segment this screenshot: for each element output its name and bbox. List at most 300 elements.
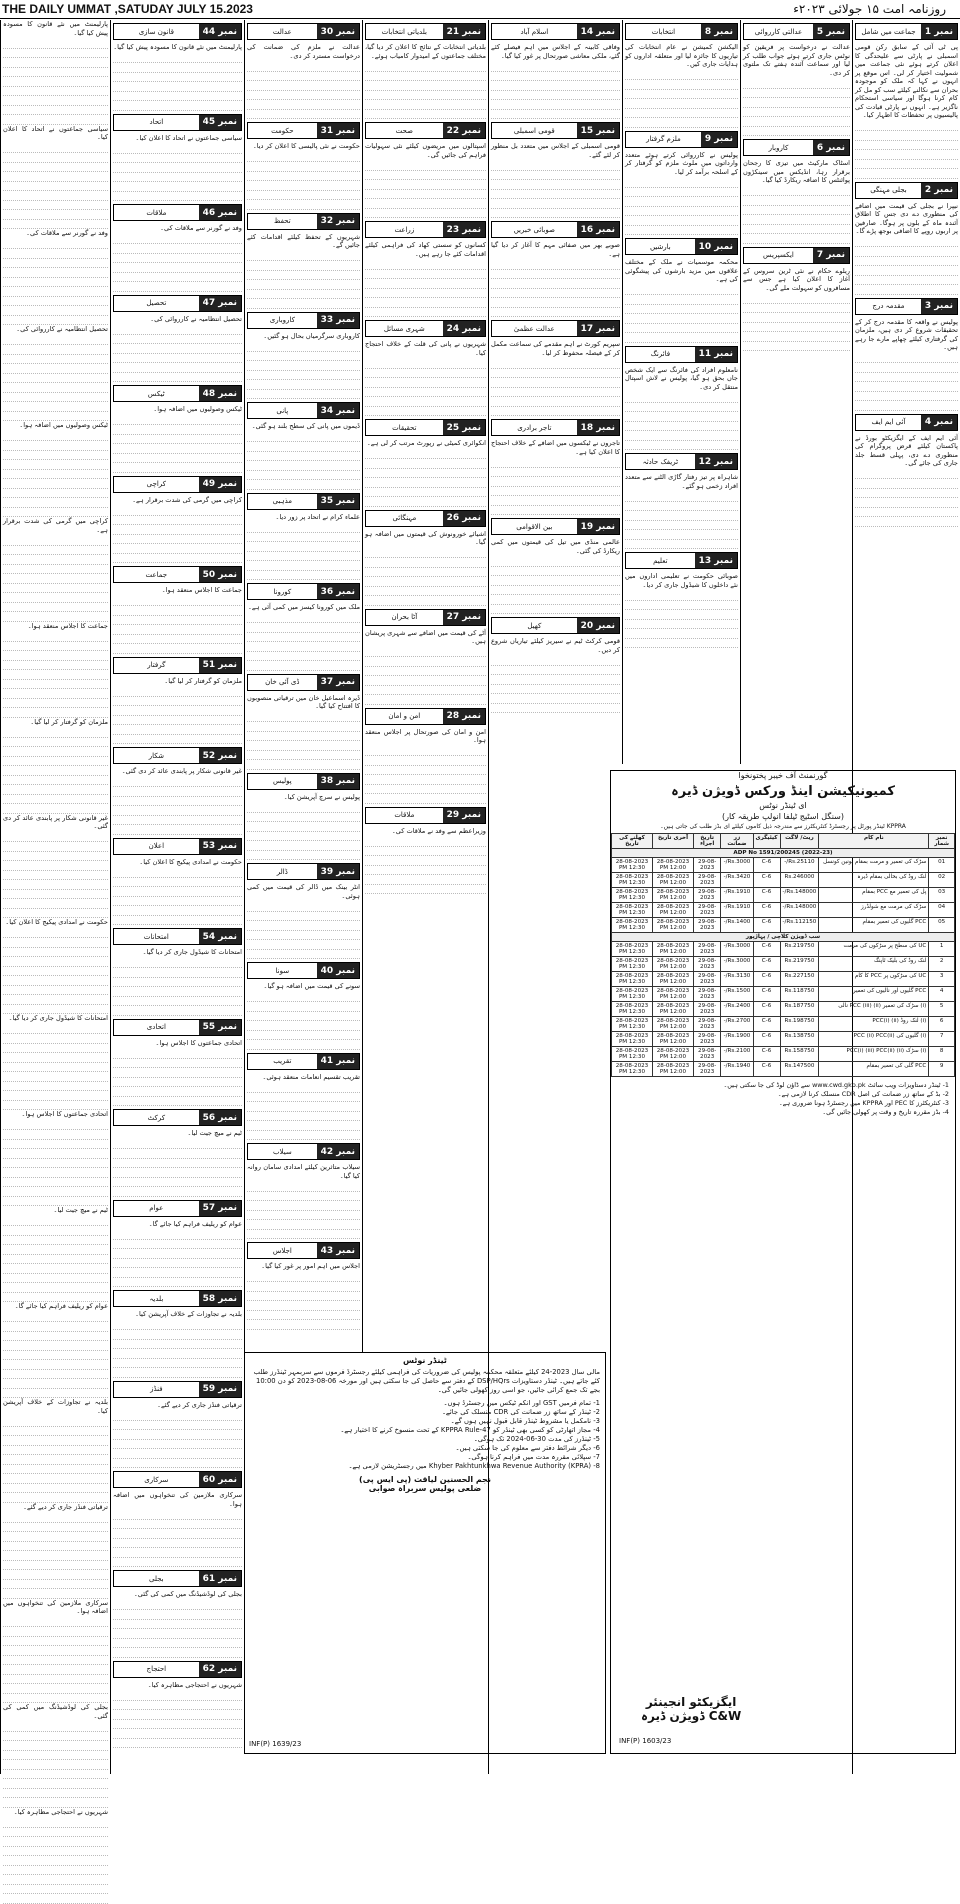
text-lines: [113, 1321, 242, 1378]
table-cell-issue: 29-08-2023: [693, 858, 720, 873]
table-cell-last: 28-08-2023 12:00 PM: [653, 1017, 694, 1032]
notice-inf: INF(P) 1639/23: [249, 1740, 302, 1748]
section-title: بجلی مہنگی: [870, 186, 907, 194]
section-text: شہریوں نے پانی کی قلت کے خلاف احتجاج کیا۔: [365, 340, 486, 357]
table-cell-no: 8: [929, 1047, 955, 1062]
section-number: نمبر 52: [199, 748, 241, 763]
section-text: تاجروں نے ٹیکسوں میں اضافے کے خلاف احتجاج کا اعلان کیا ہے۔: [491, 439, 620, 456]
table-cell-last: 28-08-2023 12:00 PM: [653, 918, 694, 933]
section-label: [247, 674, 360, 691]
table-row: [612, 942, 955, 957]
section-title: اعلان: [148, 842, 165, 850]
text-lines: [113, 687, 242, 744]
section-label: [113, 747, 242, 764]
table-cell-issue: 29-08-2023: [693, 903, 720, 918]
section-label: [113, 1570, 242, 1587]
section-text: پی ٹی آئی کے سابق رکن قومی اسمبلی نے پارٹی سے علیحدگی کا اعلان کرتے ہوئے نئی جماعت میں شمولیت اختیار کر لی۔ اس موقع پر انہوں نے کہا کہ ملک کو موجودہ بحران سے نکالنے کیلئے سب کو مل کر کام کرنا ہوگا اور سیاسی استحکام ناگزیر ہے۔ انہوں نے پارٹی قیادت کی پالیسیوں پر تحفظات کا اظہار کیا۔: [855, 43, 958, 119]
table-cell-no: 6: [929, 1017, 955, 1032]
section-title: بین الاقوامی: [516, 522, 553, 531]
table-row: [612, 873, 955, 888]
tender-method: (سنگل اسٹیج ٹیلفا انولپ طریقہ کار): [722, 812, 844, 821]
section-title: عدالت: [272, 27, 292, 36]
table-cell-sec: Rs.1500/-: [721, 987, 753, 1002]
masthead: [0, 0, 960, 19]
section-text: صوبائی حکومت نے تعلیمی اداروں میں نئے داخلوں کا شیڈول جاری کر دیا۔: [625, 572, 738, 589]
section-text: وفد نے گورنر سے ملاقات کی۔: [160, 224, 242, 232]
column-2: [740, 20, 852, 764]
text-lines: [3, 536, 108, 622]
section-title: تقریب: [273, 1057, 292, 1065]
table-cell-work: PCC گلی کی تعمیر بمقام: [819, 1062, 929, 1077]
table-cell-cat: C-6: [753, 1017, 780, 1032]
notice-signature: [250, 1475, 600, 1493]
table-cell-work: UC کی سڑکوں پر PCC کا کام: [819, 972, 929, 987]
section-number: نمبر 24: [443, 321, 485, 336]
section-title: ملاقات: [394, 811, 415, 819]
table-cell-no: 04: [929, 903, 955, 918]
table-cell-sec: Rs.3130/-: [721, 972, 753, 987]
section-label: [113, 23, 242, 40]
text-lines: [247, 433, 360, 490]
text-lines: [3, 1313, 108, 1399]
text-lines: [113, 1049, 242, 1106]
tender-condition: 1- ٹینڈر دستاویزات ویب سائٹ www.cwd.gkp.pk سے ڈاؤن لوڈ کی جا سکتی ہیں۔: [723, 1081, 949, 1089]
section-text: بجلی کی لوڈشیڈنگ میں کمی کی گئی۔: [133, 1590, 242, 1598]
table-cell-cost: Rs.118750: [780, 987, 819, 1002]
table-cell-open: 28-08-2023 12:30 PM: [612, 1002, 653, 1017]
section-number: نمبر 17: [577, 321, 619, 336]
table-cell-sec: Rs.2700/-: [721, 1017, 753, 1032]
section-number: نمبر 16: [577, 222, 619, 237]
notice-title: ٹینڈر نوٹس: [403, 1356, 447, 1365]
section-text: علماء کرام نے اتحاد پر زور دیا۔: [275, 512, 360, 521]
text-lines: [3, 632, 108, 718]
section-label: [113, 838, 242, 855]
table-row: [612, 987, 955, 1002]
section-title: ٹریفک حادثہ: [642, 457, 679, 466]
notice-term: 3- نامکمل یا مشروط ٹینڈر قابل قبول نہیں ہوں گے۔: [450, 1417, 600, 1425]
section-text-continued: ترقیاتی فنڈز جاری کر دیے گئے۔: [23, 1502, 108, 1511]
section-label: [625, 453, 738, 470]
section-title: اتحادی: [146, 1023, 166, 1031]
section-title: ملاقات: [146, 208, 167, 217]
table-cell-cat: C-6: [753, 1032, 780, 1047]
section-text-continued: سرکاری ملازمین کی تنخواہوں میں اضافہ ہوا۔: [3, 1598, 108, 1615]
section-label: [113, 566, 242, 583]
table-cell-no: 5: [929, 1002, 955, 1017]
table-cell-no: 7: [929, 1032, 955, 1047]
section-text: صوبے بھر میں صفائی مہم کا آغاز کر دیا گیا ہے۔: [491, 241, 620, 258]
section-text: ترقیاتی فنڈز جاری کر دیے گئے۔: [157, 1400, 242, 1409]
table-cell-issue: 29-08-2023: [693, 888, 720, 903]
text-lines: [113, 325, 242, 382]
text-lines: [247, 993, 360, 1050]
section-text: پولیس نے واقعہ کا مقدمہ درج کر کے تحقیقات شروع کر دی ہیں، ملزمان کی گرفتاری کیلئے چھاپے مارے جا رہے ہیں۔: [855, 317, 958, 351]
section-text: اسپتالوں میں مریضوں کیلئے نئی سہولیات فراہم کی جائیں گی۔: [365, 142, 486, 159]
section-number: نمبر 56: [199, 1110, 241, 1125]
section-number: نمبر 50: [199, 567, 241, 582]
section-text: عدالت نے ملزم کی ضمانت کی درخواست مسترد کر دی۔: [247, 43, 360, 60]
section-label: [247, 23, 360, 40]
section-number: نمبر 39: [317, 864, 359, 879]
table-cell-no: 01: [929, 858, 955, 873]
table-cell-open: 28-08-2023 12:30 PM: [612, 987, 653, 1002]
section-text: اتحادی جماعتوں کا اجلاس ہوا۔: [155, 1038, 242, 1047]
column-5: [362, 20, 488, 1352]
table-cell-cost: Rs.219750: [780, 942, 819, 957]
text-lines: [3, 1417, 108, 1503]
section-label: [491, 23, 620, 40]
section-label: [247, 122, 360, 139]
text-lines: [491, 557, 620, 614]
table-row: [612, 888, 955, 903]
section-text: عوام کو ریلیف فراہم کیا جائے گا۔: [148, 1219, 242, 1228]
masthead-urdu: روزنامہ امت ۱۵ جولائی ۲۰۲۳ء: [793, 2, 946, 16]
section-number: نمبر 18: [577, 420, 619, 435]
table-cell-last: 28-08-2023 12:00 PM: [653, 1002, 694, 1017]
table-cell-sec: Rs.1900/-: [721, 1032, 753, 1047]
column-6: [244, 20, 362, 1352]
text-lines: [855, 470, 958, 527]
section-title: ٹیکس: [147, 389, 165, 398]
section-label: [855, 23, 958, 40]
section-title: ملزم گرفتار: [646, 135, 681, 143]
section-number: نمبر 22: [443, 123, 485, 138]
section-label: [113, 204, 242, 221]
table-cell-last: 28-08-2023 12:00 PM: [653, 972, 694, 987]
tender-signature: [641, 1695, 741, 1723]
section-label: [113, 657, 242, 674]
text-lines: [247, 614, 360, 671]
table-cell-cost: Rs.246000: [780, 873, 819, 888]
table-cell-open: 28-08-2023 12:30 PM: [612, 942, 653, 957]
table-cell-last: 28-08-2023 12:00 PM: [653, 903, 694, 918]
text-lines: [3, 1217, 108, 1303]
section-text-continued: جماعت کا اجلاس منعقد ہوا۔: [27, 621, 108, 630]
tender-subtitle: ای ٹینڈر نوٹس: [759, 801, 807, 810]
tender-col-header: کیٹیگری: [753, 834, 780, 849]
table-cell-work: PCC گلیوں کی تعمیر بمقام: [819, 918, 929, 933]
section-number: نمبر 30: [317, 24, 359, 39]
notice-term: 4- مجاز اتھارٹی کو کسی بھی ٹینڈر کو KPPRA Rule-47 کے تحت منسوخ کرنے کا اختیار ہے۔: [340, 1426, 600, 1434]
text-lines: [625, 178, 738, 235]
section-title: حکومت: [271, 126, 294, 135]
section-label: [247, 773, 360, 790]
section-label: [247, 1143, 360, 1160]
section-number: نمبر 54: [199, 929, 241, 944]
table-cell-issue: 29-08-2023: [693, 1062, 720, 1077]
section-label: [625, 131, 738, 148]
section-title: تعلیم: [653, 556, 668, 565]
tender-condition: 2- بڈ کے ساتھ زر ضمانت کی اصل CDR منسلک کرنا لازمی ہے۔: [777, 1090, 949, 1098]
section-number: نمبر 32: [317, 214, 359, 229]
text-lines: [113, 1411, 242, 1468]
section-label: [855, 298, 958, 315]
text-lines: [365, 359, 486, 416]
section-label: [625, 238, 738, 255]
section-text: بلدیہ نے تجاوزات کے خلاف آپریشن کیا۔: [135, 1310, 242, 1318]
section-number: نمبر 40: [317, 963, 359, 978]
section-label: [247, 1242, 360, 1259]
section-title: آئی ایم ایف: [871, 418, 906, 426]
section-label: [113, 1661, 242, 1678]
section-label: [365, 23, 486, 40]
section-title: تحقیقات: [392, 423, 417, 432]
section-label: [743, 139, 850, 156]
table-cell-last: 28-08-2023 12:00 PM: [653, 987, 694, 1002]
table-cell-open: 28-08-2023 12:30 PM: [612, 918, 653, 933]
text-lines: [3, 144, 108, 230]
section-text-continued: ٹیکس وصولیوں میں اضافہ ہوا۔: [19, 421, 108, 429]
tender-advertisement: [610, 770, 956, 1754]
table-cell-last: 28-08-2023 12:00 PM: [653, 957, 694, 972]
text-lines: [247, 803, 360, 860]
section-text-continued: وفد نے گورنر سے ملاقات کی۔: [26, 229, 108, 237]
table-cell-work: UC کی سطح پر سڑکوں کی مرمت: [819, 942, 929, 957]
notice-body: مالی سال 2023-24 کیلئے متعلقہ محکمہ پولیس کی ضروریات کی فراہمی کیلئے رجسٹرڈ فرموں سے سربمہر ٹینڈرز طلب کئے جاتے ہیں۔ ٹینڈر دستاویزات DSP/HQrs کے دفتر سے حاصل کی جا سکتی ہیں اور مورخہ 06-08-2023 کو دن 10:00 بجے تک جمع کرائی جائیں، جو اسی روز کھولی جائیں گی۔: [253, 1368, 600, 1394]
table-cell-cat: C-6: [753, 972, 780, 987]
table-row: [612, 1032, 955, 1047]
text-lines: [3, 929, 108, 1015]
section-title: مہنگائی: [392, 514, 417, 522]
table-cell-sec: Rs.1910/-: [721, 903, 753, 918]
table-cell-cat: C-6: [753, 903, 780, 918]
text-lines: [113, 868, 242, 925]
section-number: نمبر 29: [443, 808, 485, 823]
section-number: نمبر 55: [199, 1020, 241, 1035]
section-label: [113, 1200, 242, 1217]
text-lines: [491, 359, 620, 416]
text-lines: [743, 187, 850, 244]
section-number: نمبر 46: [199, 205, 241, 220]
section-label: [113, 1381, 242, 1398]
section-number: نمبر 1: [921, 24, 957, 39]
section-label: [365, 510, 486, 527]
table-cell-cat: C-6: [753, 957, 780, 972]
text-lines: [247, 523, 360, 580]
section-text: نیپرا نے بجلی کی قیمت میں اضافے کی منظوری دے دی جس کا اطلاق آئندہ ماہ کے بلوں پر ہوگا۔ صارفین پر اربوں روپے کا اضافی بوجھ پڑے گا۔: [855, 201, 958, 235]
text-lines: [3, 1722, 108, 1808]
table-cell-no: 02: [929, 873, 955, 888]
section-text-continued: غیر قانونی شکار پر پابندی عائد کر دی گئی۔: [3, 813, 108, 830]
section-text: قومی اسمبلی کے اجلاس میں متعدد بل منظور کر لئے گئے۔: [491, 142, 620, 159]
table-cell-issue: 29-08-2023: [693, 1002, 720, 1017]
tender-group-row: [612, 849, 955, 858]
text-lines: [625, 591, 738, 648]
section-text-continued: ٹیم نے میچ جیت لیا۔: [53, 1206, 108, 1214]
table-cell-work: لنک روڈ کی بلیک ٹاپنگ: [819, 957, 929, 972]
section-text: شاہراہ پر تیز رفتار گاڑی الٹنے سے متعدد افراد زخمی ہو گئے۔: [625, 473, 738, 490]
table-cell-issue: 29-08-2023: [693, 987, 720, 1002]
notice-term: 7- سپلائی مقررہ مدت میں فراہم کرنا ہوگی۔: [467, 1453, 600, 1461]
notice-terms: [250, 1399, 600, 1471]
section-number: نمبر 23: [443, 222, 485, 237]
section-number: نمبر 44: [199, 24, 241, 39]
table-cell-cost: Rs.148000/-: [780, 888, 819, 903]
text-lines: [625, 286, 738, 343]
notice-sig-name: نجم الحسنین لیاقت (پی ایس پی): [359, 1475, 491, 1484]
table-cell-cat: C-6: [753, 942, 780, 957]
table-cell-no: 03: [929, 888, 955, 903]
text-lines: [625, 492, 738, 549]
section-text: الیکشن کمیشن نے عام انتخابات کی تیاریوں کا جائزہ لیا اور متعلقہ اداروں کو ہدایات جاری کیں۔: [625, 43, 738, 68]
text-lines: [491, 260, 620, 317]
table-cell-open: 28-08-2023 12:30 PM: [612, 888, 653, 903]
section-number: نمبر 5: [813, 24, 849, 39]
section-number: نمبر 21: [443, 24, 485, 39]
section-text: شہریوں کے تحفظ کیلئے اقدامات کئے جائیں گے۔: [247, 232, 360, 249]
table-cell-last: 28-08-2023 12:00 PM: [653, 942, 694, 957]
table-cell-open: 28-08-2023 12:30 PM: [612, 1032, 653, 1047]
table-cell-open: 28-08-2023 12:30 PM: [612, 1062, 653, 1077]
tender-conditions: [611, 1077, 955, 1121]
text-lines: [365, 549, 486, 606]
section-label: [365, 221, 486, 238]
section-title: کھیل: [527, 621, 542, 630]
tender-table: [611, 833, 955, 1077]
section-text-continued: ملزمان کو گرفتار کر لیا گیا۔: [30, 717, 108, 726]
section-label: [491, 617, 620, 634]
section-title: جماعت: [145, 570, 168, 579]
section-title: گرفتار: [147, 661, 166, 669]
text-lines: [113, 1691, 242, 1748]
section-number: نمبر 60: [199, 1472, 241, 1487]
section-label: [625, 23, 738, 40]
section-title: کورونا: [273, 587, 292, 596]
table-cell-sec: Rs.3420/-: [721, 873, 753, 888]
section-title: بلدیہ: [149, 1294, 164, 1303]
section-text: سرکاری ملازمین کی تنخواہوں میں اضافہ ہوا۔: [113, 1491, 242, 1508]
section-text: ٹیم نے میچ جیت لیا۔: [187, 1129, 242, 1137]
tender-group-label: ADP No 1591/200245 (2022-23): [612, 849, 955, 858]
table-cell-cost: Rs.25110/-: [780, 858, 819, 873]
text-lines: [113, 506, 242, 563]
table-cell-open: 28-08-2023 12:30 PM: [612, 957, 653, 972]
table-cell-work: (i) لنک روڈ (ii) PCC(i): [819, 1017, 929, 1032]
section-text: ڈیموں میں پانی کی سطح بلند ہو گئی۔: [251, 422, 360, 430]
text-lines: [491, 458, 620, 515]
section-title: اجلاس: [272, 1246, 292, 1255]
table-cell-no: 1: [929, 942, 955, 957]
table-cell-cat: C-6: [753, 888, 780, 903]
section-text: حکومت نے نئی پالیسی کا اعلان کر دیا۔: [252, 142, 360, 150]
section-title: ایکسپریس: [763, 251, 794, 259]
section-number: نمبر 37: [317, 675, 359, 690]
section-label: [855, 414, 958, 431]
section-text-continued: سیاسی جماعتوں نے اتحاد کا اعلان کیا۔: [3, 124, 108, 141]
section-label: [743, 247, 850, 264]
text-lines: [491, 62, 620, 119]
table-cell-cost: Rs.147500: [780, 1062, 819, 1077]
table-cell-last: 28-08-2023 12:00 PM: [653, 888, 694, 903]
section-label: [491, 221, 620, 238]
tender-col-header: کھلنے کی تاریخ: [612, 834, 653, 849]
section-label: [247, 863, 360, 880]
section-number: نمبر 2: [921, 183, 957, 198]
section-text: امن و امان کی صورتحال پر اجلاس منعقد ہوا۔: [365, 727, 486, 744]
section-title: اسلام آباد: [520, 27, 549, 36]
section-text: ریلوے حکام نے نئی ٹرین سروس کے آغاز کا اعلان کیا ہے جس سے مسافروں کو سہولت ملے گی۔: [743, 266, 850, 292]
column-3: [622, 20, 740, 764]
section-title: آٹا بحران: [391, 613, 418, 621]
section-number: نمبر 3: [921, 299, 957, 314]
section-number: نمبر 57: [199, 1201, 241, 1216]
tender-col-header: نمبر شمار: [929, 834, 955, 849]
text-lines: [3, 1618, 108, 1704]
tender-table-body: [612, 849, 955, 1077]
section-text: اشیائے خورونوش کی قیمتوں میں اضافہ ہو گیا۔: [365, 529, 486, 546]
tender-group-label: سب ڈویژن کلاچی / پہاڑپور: [612, 933, 955, 942]
section-label: [247, 493, 360, 510]
section-label: [247, 402, 360, 419]
section-number: نمبر 4: [921, 415, 957, 430]
section-label: [365, 609, 486, 626]
section-text-continued: اتحادی جماعتوں کا اجلاس ہوا۔: [21, 1110, 108, 1118]
table-cell-sec: Rs.1940/-: [721, 1062, 753, 1077]
section-number: نمبر 36: [317, 584, 359, 599]
table-cell-last: 28-08-2023 12:00 PM: [653, 1032, 694, 1047]
section-text: اجلاس میں اہم امور پر غور کیا گیا۔: [261, 1262, 360, 1270]
section-label: [625, 346, 738, 363]
table-cell-sec: Rs.3000/-: [721, 858, 753, 873]
section-label: [365, 807, 486, 824]
section-title: امن و امان: [388, 712, 421, 720]
text-lines: [247, 62, 360, 119]
tender-col-header: زر ضمانت: [721, 834, 753, 849]
text-lines: [3, 240, 108, 326]
section-title: مقدمہ درج: [872, 302, 905, 310]
table-cell-cat: C-6: [753, 918, 780, 933]
table-cell-no: 05: [929, 918, 955, 933]
table-cell-cat: C-6: [753, 1002, 780, 1017]
table-cell-last: 28-08-2023 12:00 PM: [653, 1062, 694, 1077]
text-lines: [113, 1601, 242, 1658]
text-lines: [625, 71, 738, 128]
section-number: نمبر 61: [199, 1571, 241, 1586]
text-lines: [247, 902, 360, 959]
text-lines: [113, 144, 242, 201]
section-title: صحت: [395, 126, 413, 135]
tender-group-row: [612, 933, 955, 942]
table-cell-cat: C-6: [753, 987, 780, 1002]
tender-notice: [244, 1352, 606, 1754]
section-number: نمبر 42: [317, 1144, 359, 1159]
section-title: قومی اسمبلی: [513, 126, 555, 135]
masthead-english: THE DAILY UMMAT ,SATUDAY JULY 15.2023: [2, 2, 253, 16]
section-text: تقریب تقسیم انعامات منعقد ہوئی۔: [262, 1072, 360, 1081]
notice-term: 6- دیگر شرائط دفتر سے معلوم کی جا سکتی ہیں۔: [455, 1444, 600, 1452]
section-label: [247, 1053, 360, 1070]
text-lines: [247, 342, 360, 399]
section-number: نمبر 13: [695, 553, 737, 568]
text-lines: [247, 713, 360, 770]
section-label: [743, 23, 850, 40]
section-text: نامعلوم افراد کی فائرنگ سے ایک شخص جاں بحق ہو گیا، پولیس نے لاش اسپتال منتقل کر دی۔: [625, 365, 738, 391]
section-text: ٹیکس وصولیوں میں اضافہ ہوا۔: [153, 405, 242, 413]
section-text: ملزمان کو گرفتار کر لیا گیا۔: [164, 676, 242, 685]
section-title: عدالت عظمیٰ: [513, 324, 555, 333]
section-label: [855, 182, 958, 199]
tender-col-header: تاریخ اجراء: [693, 834, 720, 849]
section-text: جماعت کا اجلاس منعقد ہوا۔: [161, 586, 242, 594]
text-lines: [3, 39, 108, 125]
table-cell-work: لنک روڈ کی بحالی بمقام ڈیرہ: [819, 873, 929, 888]
section-label: [491, 320, 620, 337]
table-cell-open: 28-08-2023 12:30 PM: [612, 972, 653, 987]
table-row: [612, 918, 955, 933]
tender-sign-division: C&W ڈویژن ڈیرہ: [641, 1709, 742, 1723]
section-title: سرکاری: [144, 1475, 169, 1484]
